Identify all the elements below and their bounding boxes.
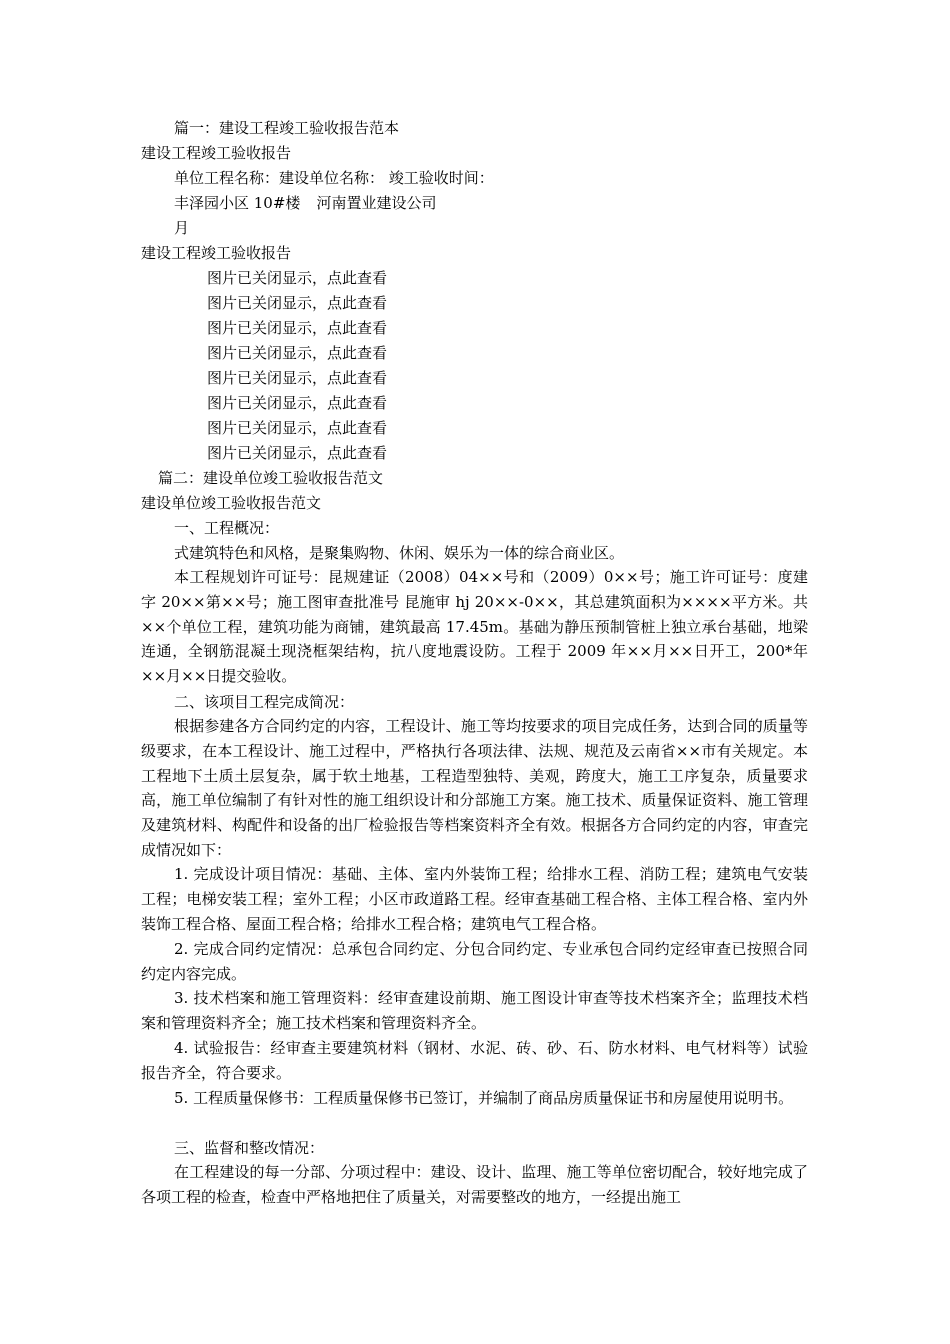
part2-title: 建设单位竣工验收报告范文 xyxy=(141,494,322,512)
part1-heading: 篇一：建设工程竣工验收报告范本 xyxy=(174,119,400,137)
project-name: 丰泽园小区 10#楼 xyxy=(174,194,301,212)
image-placeholder-link[interactable]: 图片已关闭显示，点此查看 xyxy=(207,344,388,362)
item-1: 1. 完成设计项目情况：基础、主体、室内外装饰工程；给排水工程、消防工程；建筑电气安装工程；电梯安装工程；室外工程；小区市政道路工程。经审查基础工程合格、主体工程合格、室内外装饰工程合格、屋面工程合格；给排水工程合格；建筑电气工程合格。 xyxy=(141,865,808,933)
info-values xyxy=(174,191,452,215)
section3-body: 在工程建设的每一分部、分项过程中：建设、设计、监理、施工等单位密切配合，较好地完成了各项工程的检查，检查中严格地把住了质量关，对需要整改的地方，一经提出施工 xyxy=(141,1163,808,1206)
owner-name: 河南置业建设公司 xyxy=(316,194,437,212)
image-placeholder-link[interactable]: 图片已关闭显示，点此查看 xyxy=(207,369,388,387)
item-2: 2. 完成合同约定情况：总承包合同约定、分包合同约定、专业承包合同约定经审查已按照合同约定内容完成。 xyxy=(141,940,808,983)
section3-heading: 三、监督和整改情况： xyxy=(174,1139,325,1157)
section2-heading: 二、该项目工程完成简况： xyxy=(174,693,355,711)
image-placeholder-link[interactable]: 图片已关闭显示，点此查看 xyxy=(207,319,388,337)
part1-title-repeat: 建设工程竣工验收报告 xyxy=(141,244,292,262)
section1-intro: 式建筑特色和风格，是聚集购物、休闲、娱乐为一体的综合商业区。 xyxy=(174,544,625,562)
item-5: 5. 工程质量保修书：工程质量保修书已签订，并编制了商品房质量保证书和房屋使用说明书。 xyxy=(174,1089,794,1107)
section1-heading: 一、工程概况： xyxy=(174,519,280,537)
section1-body: 本工程规划许可证号：昆规建证（2008）04××号和（2009）0××号；施工许可证号：度建字 20××第××号；施工图审查批准号 昆施审 hj 20××-0××，其总建筑面积为××××平方米。共××个单位工程，建筑功能为商铺，建筑最高 17.45m。基础为静压预制管桩上独立承台基础，地梁连通，全钢筋混凝土现浇框架结构，抗八度地震设防。工程于 2009 年××月××日开工，200*年××月××日提交验收。 xyxy=(141,568,808,686)
item-4: 4. 试验报告：经审查主要建筑材料（钢材、水泥、砖、砂、石、防水材料、电气材料等）试验报告齐全，符合要求。 xyxy=(141,1039,808,1082)
item-3: 3. 技术档案和施工管理资料：经审查建设前期、施工图设计审查等技术档案齐全；监理技术档案和管理资料齐全；施工技术档案和管理资料齐全。 xyxy=(141,989,808,1032)
month-label: 月 xyxy=(174,219,190,237)
image-placeholder-link[interactable]: 图片已关闭显示，点此查看 xyxy=(207,394,388,412)
part1-title: 建设工程竣工验收报告 xyxy=(141,144,292,162)
image-placeholder-link[interactable]: 图片已关闭显示，点此查看 xyxy=(207,294,388,312)
section2-body: 根据参建各方合同约定的内容，工程设计、施工等均按要求的项目完成任务，达到合同的质量等级要求，在本工程设计、施工过程中，严格执行各项法律、法规、规范及云南省××市有关规定。本工程地下土质土层复杂，属于软土地基，工程造型独特、美观，跨度大，施工工序复杂，质量要求高，施工单位编制了有针对性的施工组织设计和分部施工方案。施工技术、质量保证资料、施工管理及建筑材料、构配件和设备的出厂检验报告等档案资料齐全有效。根据各方合同约定的内容，审查完成情况如下： xyxy=(141,717,808,859)
info-labels: 单位工程名称：建设单位名称： 竣工验收时间： xyxy=(174,169,494,187)
image-placeholder-link[interactable]: 图片已关闭显示，点此查看 xyxy=(207,419,388,437)
image-placeholder-link[interactable]: 图片已关闭显示，点此查看 xyxy=(207,444,388,462)
image-placeholder-link[interactable]: 图片已关闭显示，点此查看 xyxy=(207,269,388,287)
part2-heading: 篇二：建设单位竣工验收报告范文 xyxy=(158,469,384,487)
